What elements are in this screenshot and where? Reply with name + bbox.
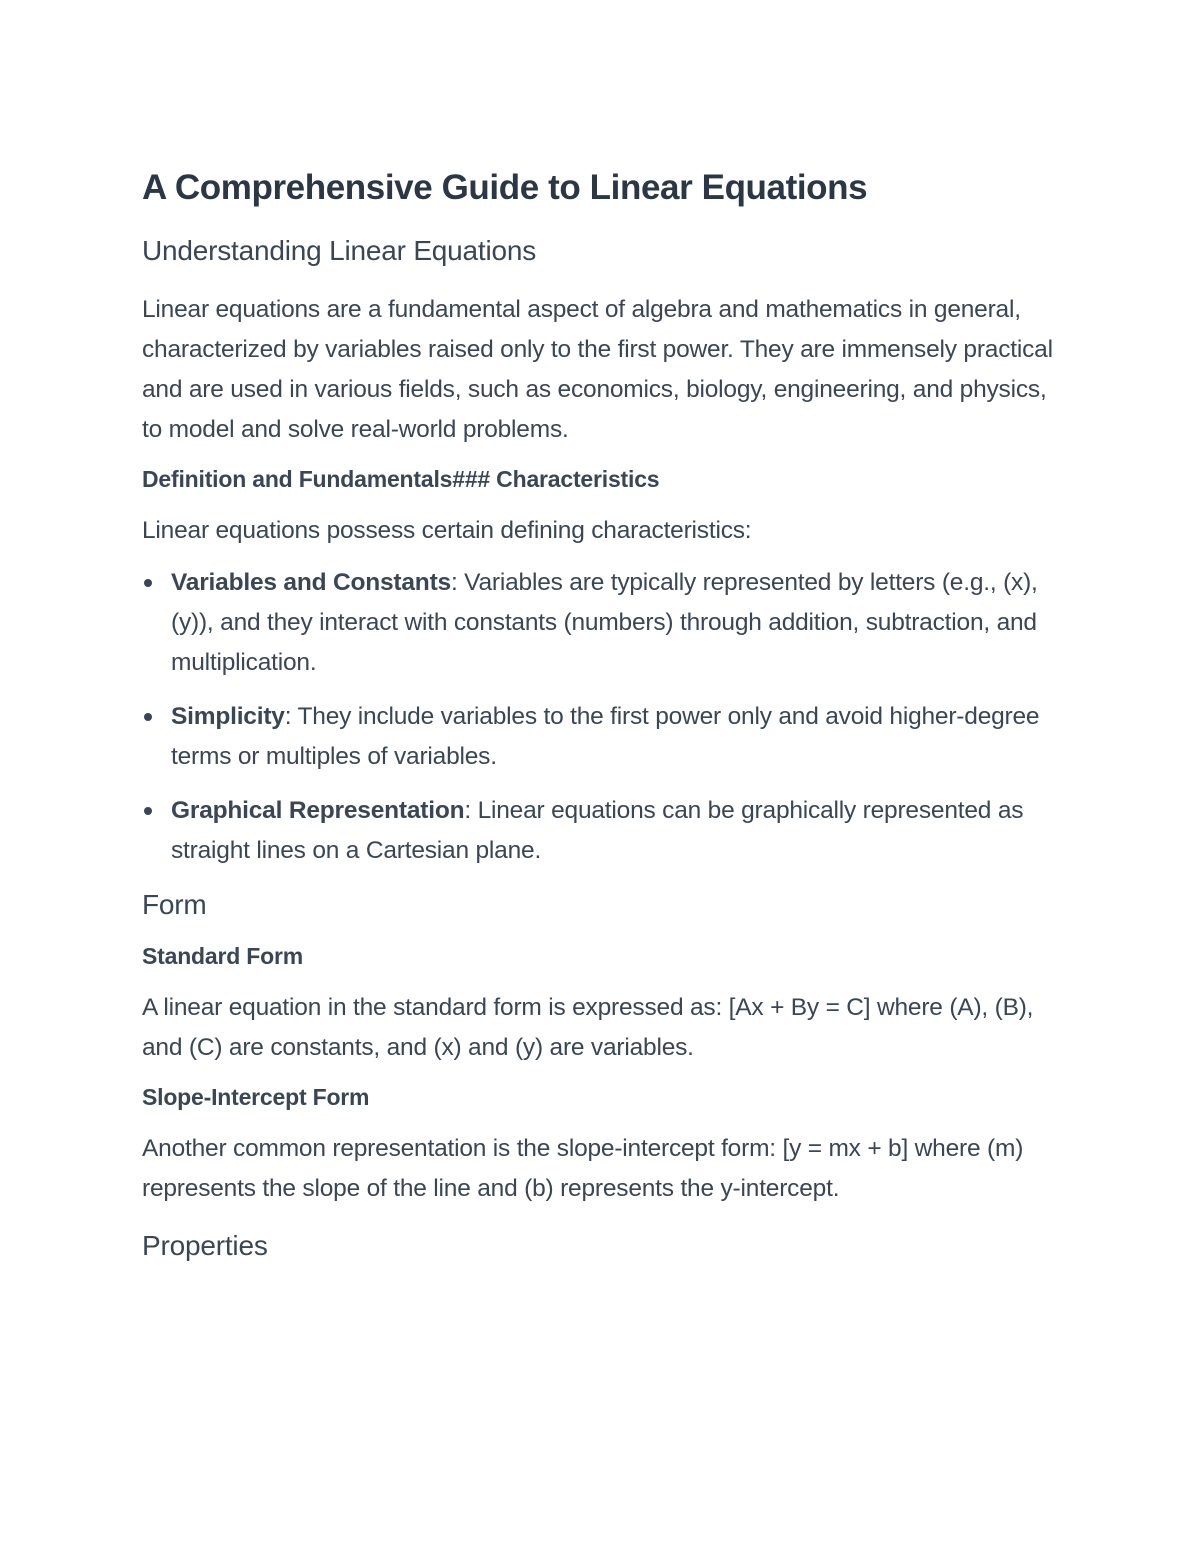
list-item-text: : Linear equations can be graphically represented as straight lines on a Cartesian plane. [171,797,1024,864]
section-heading-form: Form [142,889,207,920]
document-page [142,162,1062,1266]
standard-form-paragraph: A linear equation in the standard form is expressed as: [Ax + By = C] where (A), (B), and (C) are constants, and (x) and (y) are variables. [142,994,1034,1061]
section-heading-understanding: Understanding Linear Equations [142,235,537,266]
definition-heading: Definition and Fundamentals### Characteristics [142,466,660,492]
document-title: A Comprehensive Guide to Linear Equations [142,168,868,207]
list-item-term: Variables and Constants [171,569,451,596]
slope-intercept-paragraph: Another common representation is the slope-intercept form: [y = mx + b] where (m) represents the slope of the line and (b) represents the y-intercept. [142,1135,1024,1202]
list-item-term: Simplicity [171,703,285,730]
bullet-icon [144,713,152,721]
slope-intercept-heading: Slope-Intercept Form [142,1084,370,1110]
list-item [142,697,1062,777]
understanding-paragraph: Linear equations are a fundamental aspect of algebra and mathematics in general, characterized by variables raised only to the first power. They are immensely practical and are used in various fields, such as economics, biology, engineering, and physics, to model and solve real-world problems. [142,296,1053,443]
characteristics-list [142,563,1062,871]
list-item-text: : They include variables to the first power only and avoid higher-degree terms or multiples of variables. [171,703,1040,770]
bullet-icon [144,579,152,587]
section-heading-properties: Properties [142,1230,268,1261]
standard-form-heading: Standard Form [142,943,303,969]
list-item [142,563,1062,683]
list-item [142,791,1062,871]
characteristics-intro: Linear equations possess certain defining characteristics: [142,517,752,544]
bullet-icon [144,807,152,815]
list-item-term: Graphical Representation [171,797,465,824]
list-item-text: : Variables are typically represented by letters (e.g., (x), (y)), and they interact with constants (numbers) through addition, subtraction, and multiplication. [171,569,1038,676]
